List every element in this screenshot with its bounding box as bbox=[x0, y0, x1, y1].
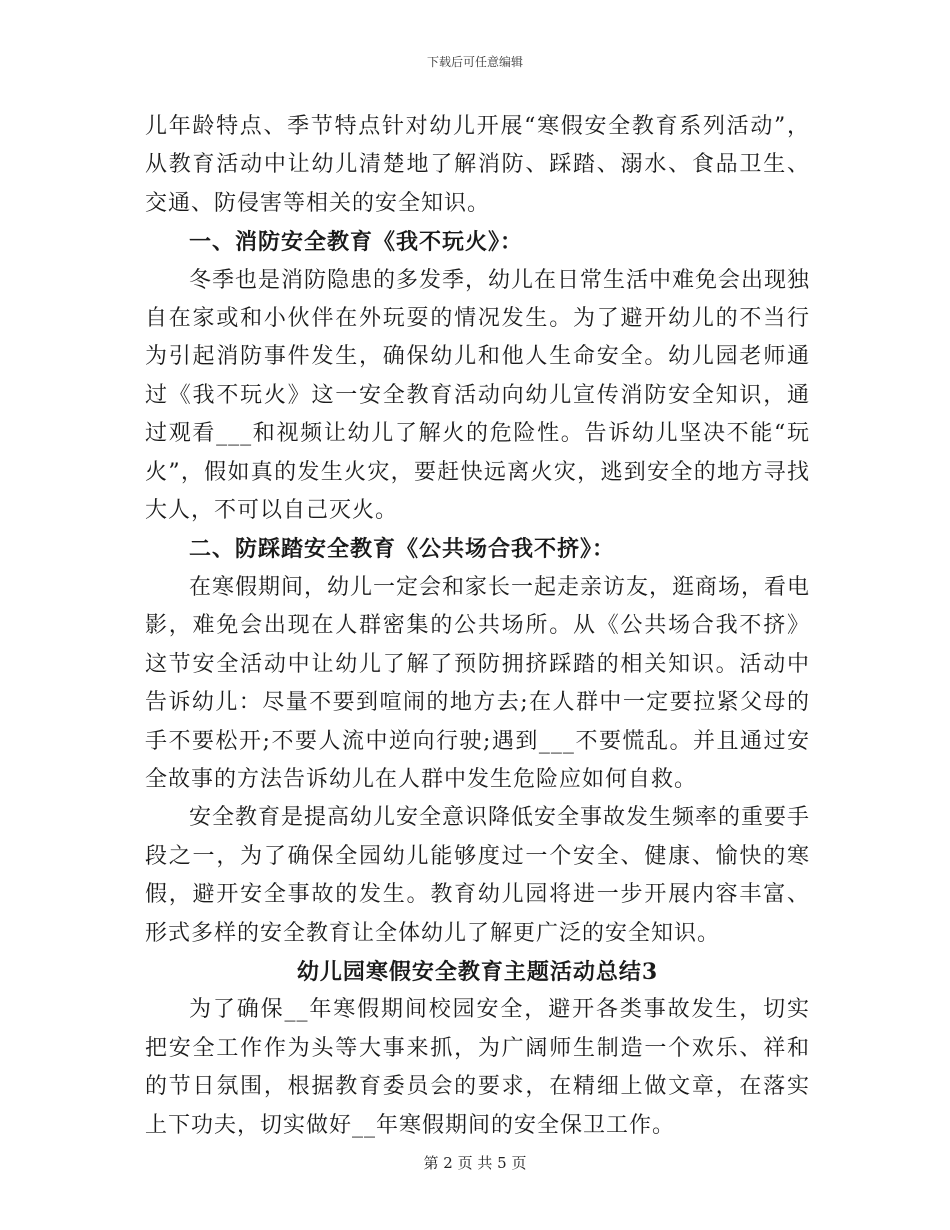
paragraph-stampede-safety: 在寒假期间，幼儿一定会和家长一起走亲访友，逛商场，看电影，难免会出现在人群密集的公共场所。从《公共场合我不挤》这节安全活动中让幼儿了解了预防拥挤踩踏的相关知识。活动中告诉幼儿：尽量不要到喧闹的地方去;在人群中一定要拉紧父母的手不要松开;不要人流中逆向行驶;遇到___不要慌乱。并且通过安全故事的方法告诉幼儿在人群中发生危险应如何自救。 bbox=[145, 574, 811, 792]
section-heading-stampede-safety: 二、防踩踏安全教育《公共场合我不挤》： bbox=[189, 536, 616, 563]
document-body bbox=[145, 108, 810, 1145]
paragraph-intro-continued: 儿年龄特点、季节特点针对幼儿开展“寒假安全教育系列活动”，从教育活动中让幼儿清楚地了解消防、踩踏、溺水、食品卫生、交通、防侵害等相关的安全知识。 bbox=[145, 114, 810, 216]
paragraph-summary-3-intro: 为了确保__年寒假期间校园安全，避开各类事故发生，切实把安全工作作为头等大事来抓，为广阔师生制造一个欢乐、祥和的节日氛围，根据教育委员会的要求，在精细上做文章，在落实上下功夫，切实做好__年寒假期间的安全保卫工作。 bbox=[145, 997, 810, 1138]
paragraph-safety-summary: 安全教育是提高幼儿安全意识降低安全事故发生频率的重要手段之一，为了确保全园幼儿能够度过一个安全、健康、愉快的寒假，避开安全事故的发生。教育幼儿园将进一步开展内容丰富、形式多样的安全教育让全体幼儿了解更广泛的安全知识。 bbox=[145, 805, 811, 946]
section-heading-fire-safety: 一、消防安全教育《我不玩火》： bbox=[189, 229, 524, 256]
page-number: 第 2 页 共 5 页 bbox=[423, 1154, 527, 1172]
paragraph-fire-safety: 冬季也是消防隐患的多发季，幼儿在日常生活中难免会出现独自在家或和小伙伴在外玩耍的情况发生。为了避开幼儿的不当行为引起消防事件发生，确保幼儿和他人生命安全。幼儿园老师通过《我不玩火》这一安全教育活动向幼儿宣传消防安全知识，通过观看___和视频让幼儿了解火的危险性。告诉幼儿坚决不能“玩火”，假如真的发生火灾，要赶快远离火灾，逃到安全的地方寻找大人，不可以自己灭火。 bbox=[145, 267, 811, 524]
document-title-summary-3: 幼儿园寒假安全教育主题活动总结3 bbox=[296, 958, 659, 985]
header-note: 下载后可任意编辑 bbox=[426, 55, 523, 69]
